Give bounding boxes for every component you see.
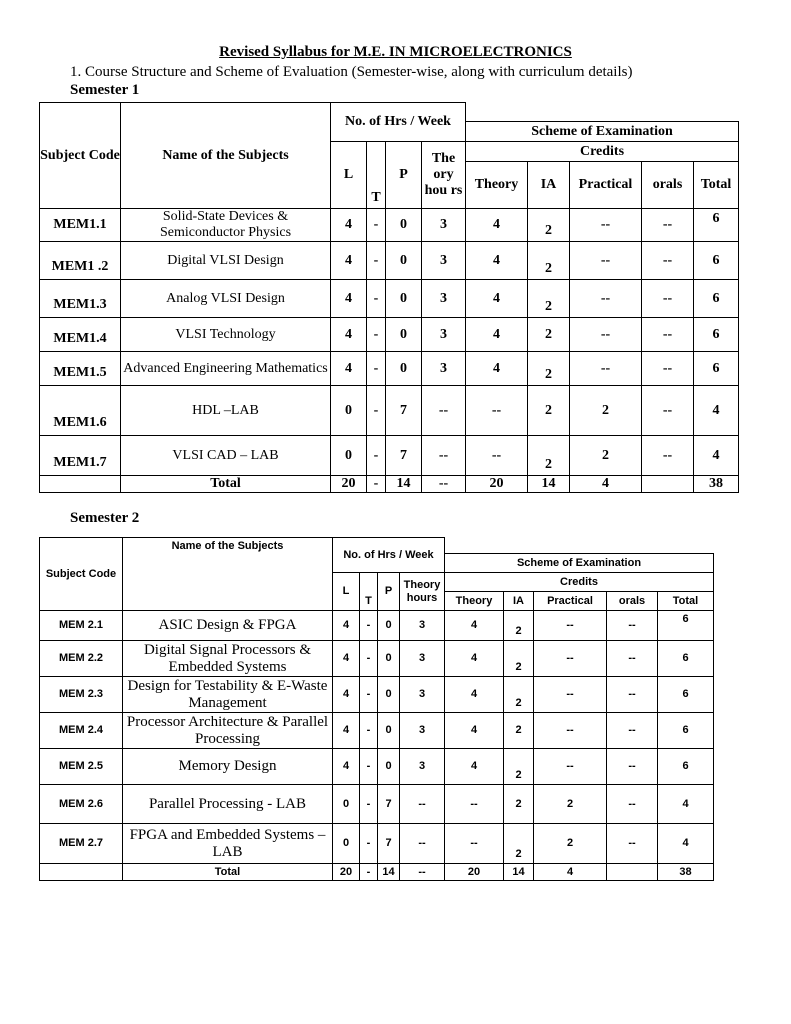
subject-code: MEM 2.1 bbox=[40, 611, 123, 641]
t-value: - bbox=[367, 386, 386, 436]
theory-hours-value: 3 bbox=[422, 352, 466, 386]
theory-credit-value: -- bbox=[466, 436, 528, 476]
subject-code: MEM1.3 bbox=[40, 280, 121, 318]
total-label: Total bbox=[123, 864, 333, 881]
ia-value: 2 bbox=[504, 641, 534, 677]
p-value: 0 bbox=[386, 318, 422, 352]
theory-credit-value: -- bbox=[445, 785, 504, 824]
p-value: 7 bbox=[386, 386, 422, 436]
orals-value: -- bbox=[642, 209, 694, 242]
l-header: L bbox=[333, 573, 360, 611]
orals-value: -- bbox=[607, 611, 658, 641]
total-value: 6 bbox=[658, 749, 714, 785]
ia-value: 2 bbox=[504, 611, 534, 641]
subject-code: MEM1.1 bbox=[40, 209, 121, 242]
subject-name: Processor Architecture & Parallel Processing bbox=[123, 713, 333, 749]
p-value: 0 bbox=[378, 611, 400, 641]
subject-name: Digital Signal Processors & Embedded Systems bbox=[123, 641, 333, 677]
semester-1-heading: Semester 1 bbox=[70, 82, 140, 98]
p-header: P bbox=[386, 142, 422, 209]
subject-code: MEM 2.3 bbox=[40, 677, 123, 713]
t-value: - bbox=[367, 242, 386, 280]
practical-value: -- bbox=[534, 677, 607, 713]
theory-hours-value: -- bbox=[400, 824, 445, 864]
theory-credit-value: 4 bbox=[466, 280, 528, 318]
l-value: 4 bbox=[333, 677, 360, 713]
theory-credit-value: 4 bbox=[445, 713, 504, 749]
subject-code: MEM1.5 bbox=[40, 352, 121, 386]
total-value: 6 bbox=[694, 242, 739, 280]
practical-value: -- bbox=[534, 641, 607, 677]
total-value: 6 bbox=[658, 641, 714, 677]
orals-header: orals bbox=[607, 592, 658, 611]
total-value: 4 bbox=[658, 785, 714, 824]
subject-code: MEM 2.7 bbox=[40, 824, 123, 864]
t-total: - bbox=[367, 476, 386, 493]
theory-credit-value: 4 bbox=[445, 641, 504, 677]
t-value: - bbox=[360, 641, 378, 677]
subject-code-header: Subject Code bbox=[40, 538, 123, 611]
theory-hours-value: 3 bbox=[400, 641, 445, 677]
l-value: 0 bbox=[331, 436, 367, 476]
orals-value: -- bbox=[607, 749, 658, 785]
orals-value: -- bbox=[607, 641, 658, 677]
subject-name-header: Name of the Subjects bbox=[121, 103, 331, 209]
subject-code: MEM1.7 bbox=[40, 436, 121, 476]
l-total: 20 bbox=[333, 864, 360, 881]
t-value: - bbox=[360, 785, 378, 824]
practical-value: -- bbox=[570, 352, 642, 386]
total-value: 6 bbox=[658, 677, 714, 713]
table-row bbox=[40, 386, 739, 436]
semester-1-table bbox=[39, 102, 739, 493]
orals-value: -- bbox=[607, 785, 658, 824]
ia-value: 2 bbox=[504, 749, 534, 785]
theory-hours-value: 3 bbox=[400, 713, 445, 749]
l-value: 4 bbox=[333, 611, 360, 641]
subject-name: FPGA and Embedded Systems – LAB bbox=[123, 824, 333, 864]
orals-value: -- bbox=[642, 436, 694, 476]
orals-value: -- bbox=[607, 713, 658, 749]
theory-credit-total: 20 bbox=[466, 476, 528, 493]
theory-credit-header: Theory bbox=[445, 592, 504, 611]
theory-credit-total: 20 bbox=[445, 864, 504, 881]
orals-value: -- bbox=[642, 318, 694, 352]
orals-value: -- bbox=[642, 280, 694, 318]
scheme-of-examination-header: Scheme of Examination bbox=[466, 122, 739, 142]
table-row bbox=[40, 209, 739, 242]
practical-value: 2 bbox=[570, 436, 642, 476]
l-value: 4 bbox=[333, 641, 360, 677]
ia-value: 2 bbox=[504, 785, 534, 824]
grand-total: 38 bbox=[658, 864, 714, 881]
subject-code: MEM 2.5 bbox=[40, 749, 123, 785]
total-value: 6 bbox=[694, 318, 739, 352]
p-value: 7 bbox=[378, 785, 400, 824]
table-row bbox=[40, 352, 739, 386]
semester-2-table bbox=[39, 537, 714, 881]
t-header: T bbox=[360, 573, 378, 611]
orals-header: orals bbox=[642, 162, 694, 209]
theory-credit-value: 4 bbox=[466, 209, 528, 242]
t-value: - bbox=[360, 611, 378, 641]
subject-code: MEM1.4 bbox=[40, 318, 121, 352]
table-row bbox=[40, 785, 714, 824]
subject-code: MEM1 .2 bbox=[40, 242, 121, 280]
practical-value: -- bbox=[534, 713, 607, 749]
theory-credit-value: 4 bbox=[466, 318, 528, 352]
grand-total: 38 bbox=[694, 476, 739, 493]
subject-name: ASIC Design & FPGA bbox=[123, 611, 333, 641]
practical-value: -- bbox=[570, 318, 642, 352]
ia-value: 2 bbox=[528, 436, 570, 476]
theory-hours-value: 3 bbox=[422, 242, 466, 280]
total-header: Total bbox=[694, 162, 739, 209]
theory-hours-value: 3 bbox=[400, 749, 445, 785]
hours-per-week-header: No. of Hrs / Week bbox=[333, 538, 445, 573]
total-value: 4 bbox=[694, 436, 739, 476]
t-value: - bbox=[360, 677, 378, 713]
theory-hours-value: 3 bbox=[422, 209, 466, 242]
total-value: 6 bbox=[694, 280, 739, 318]
table-row bbox=[40, 242, 739, 280]
l-value: 4 bbox=[331, 209, 367, 242]
l-value: 4 bbox=[333, 713, 360, 749]
subject-code-header: Subject Code bbox=[40, 103, 121, 209]
theory-hours-header: The ory hou rs bbox=[422, 142, 466, 209]
ia-value: 2 bbox=[528, 280, 570, 318]
l-header: L bbox=[331, 142, 367, 209]
table-row bbox=[40, 318, 739, 352]
semester-2-heading: Semester 2 bbox=[70, 510, 140, 526]
subject-name-header: Name of the Subjects bbox=[123, 538, 333, 611]
p-value: 0 bbox=[378, 677, 400, 713]
p-value: 0 bbox=[386, 280, 422, 318]
practical-value: -- bbox=[570, 280, 642, 318]
theory-credit-header: Theory bbox=[466, 162, 528, 209]
p-value: 7 bbox=[386, 436, 422, 476]
total-label: Total bbox=[121, 476, 331, 493]
t-value: - bbox=[367, 280, 386, 318]
theory-hours-value: -- bbox=[422, 436, 466, 476]
subject-name: Design for Testability & E-Waste Management bbox=[123, 677, 333, 713]
total-row bbox=[40, 476, 739, 493]
total-row bbox=[40, 864, 714, 881]
table-row bbox=[40, 749, 714, 785]
theory-hours-value: 3 bbox=[422, 280, 466, 318]
total-value: 6 bbox=[694, 352, 739, 386]
theory-credit-value: 4 bbox=[445, 677, 504, 713]
l-value: 4 bbox=[331, 352, 367, 386]
practical-value: -- bbox=[534, 611, 607, 641]
subject-name: Analog VLSI Design bbox=[121, 280, 331, 318]
ia-total: 14 bbox=[504, 864, 534, 881]
p-total: 14 bbox=[378, 864, 400, 881]
l-value: 0 bbox=[333, 785, 360, 824]
subject-code: MEM 2.6 bbox=[40, 785, 123, 824]
subject-name: VLSI Technology bbox=[121, 318, 331, 352]
p-header: P bbox=[378, 573, 400, 611]
theory-credit-value: 4 bbox=[445, 749, 504, 785]
practical-value: 2 bbox=[534, 785, 607, 824]
l-value: 4 bbox=[331, 242, 367, 280]
practical-header: Practical bbox=[570, 162, 642, 209]
orals-value: -- bbox=[642, 352, 694, 386]
l-value: 0 bbox=[331, 386, 367, 436]
table-row bbox=[40, 713, 714, 749]
t-total: - bbox=[360, 864, 378, 881]
subject-name: VLSI CAD – LAB bbox=[121, 436, 331, 476]
total-header: Total bbox=[658, 592, 714, 611]
theory-credit-value: 4 bbox=[466, 242, 528, 280]
document-subtitle: 1. Course Structure and Scheme of Evaluation (Semester-wise, along with curriculum details) bbox=[70, 64, 633, 80]
p-value: 0 bbox=[386, 209, 422, 242]
ia-value: 2 bbox=[528, 352, 570, 386]
practical-header: Practical bbox=[534, 592, 607, 611]
ia-header: IA bbox=[504, 592, 534, 611]
ia-value: 2 bbox=[528, 242, 570, 280]
table-row bbox=[40, 280, 739, 318]
theory-hours-value: -- bbox=[400, 785, 445, 824]
practical-value: -- bbox=[534, 749, 607, 785]
t-value: - bbox=[367, 352, 386, 386]
total-value: 4 bbox=[694, 386, 739, 436]
subject-name: Advanced Engineering Mathematics bbox=[121, 352, 331, 386]
subject-name: Parallel Processing - LAB bbox=[123, 785, 333, 824]
theory-hours-total: -- bbox=[400, 864, 445, 881]
subject-code: MEM 2.2 bbox=[40, 641, 123, 677]
ia-header: IA bbox=[528, 162, 570, 209]
total-value: 6 bbox=[694, 209, 739, 242]
p-total: 14 bbox=[386, 476, 422, 493]
ia-total: 14 bbox=[528, 476, 570, 493]
theory-hours-value: 3 bbox=[400, 611, 445, 641]
orals-total bbox=[607, 864, 658, 881]
practical-value: 2 bbox=[570, 386, 642, 436]
hours-per-week-header: No. of Hrs / Week bbox=[331, 103, 466, 142]
table-row bbox=[40, 436, 739, 476]
t-value: - bbox=[367, 436, 386, 476]
l-value: 4 bbox=[331, 318, 367, 352]
orals-total bbox=[642, 476, 694, 493]
theory-credit-value: 4 bbox=[445, 611, 504, 641]
subject-name: Memory Design bbox=[123, 749, 333, 785]
theory-hours-total: -- bbox=[422, 476, 466, 493]
theory-hours-value: 3 bbox=[400, 677, 445, 713]
practical-value: 2 bbox=[534, 824, 607, 864]
table-row bbox=[40, 824, 714, 864]
theory-hours-header: Theory hours bbox=[400, 573, 445, 611]
ia-value: 2 bbox=[528, 386, 570, 436]
scheme-of-examination-header: Scheme of Examination bbox=[445, 554, 714, 573]
t-value: - bbox=[360, 749, 378, 785]
orals-value: -- bbox=[642, 242, 694, 280]
credits-header: Credits bbox=[445, 573, 714, 592]
p-value: 7 bbox=[378, 824, 400, 864]
t-value: - bbox=[360, 713, 378, 749]
total-value: 6 bbox=[658, 611, 714, 641]
p-value: 0 bbox=[378, 749, 400, 785]
theory-credit-value: -- bbox=[445, 824, 504, 864]
ia-value: 2 bbox=[528, 209, 570, 242]
subject-code: MEM1.6 bbox=[40, 386, 121, 436]
t-header: T bbox=[367, 142, 386, 209]
p-value: 0 bbox=[378, 713, 400, 749]
credits-header: Credits bbox=[466, 142, 739, 162]
ia-value: 2 bbox=[504, 713, 534, 749]
subject-code: MEM 2.4 bbox=[40, 713, 123, 749]
orals-value: -- bbox=[607, 677, 658, 713]
l-value: 0 bbox=[333, 824, 360, 864]
theory-credit-value: -- bbox=[466, 386, 528, 436]
practical-value: -- bbox=[570, 209, 642, 242]
subject-name: HDL –LAB bbox=[121, 386, 331, 436]
p-value: 0 bbox=[386, 352, 422, 386]
t-value: - bbox=[367, 209, 386, 242]
practical-total: 4 bbox=[570, 476, 642, 493]
subject-name: Digital VLSI Design bbox=[121, 242, 331, 280]
orals-value: -- bbox=[607, 824, 658, 864]
t-value: - bbox=[360, 824, 378, 864]
l-value: 4 bbox=[331, 280, 367, 318]
p-value: 0 bbox=[386, 242, 422, 280]
theory-hours-value: 3 bbox=[422, 318, 466, 352]
l-total: 20 bbox=[331, 476, 367, 493]
practical-total: 4 bbox=[534, 864, 607, 881]
table-row bbox=[40, 677, 714, 713]
table-row bbox=[40, 611, 714, 641]
practical-value: -- bbox=[570, 242, 642, 280]
ia-value: 2 bbox=[504, 824, 534, 864]
orals-value: -- bbox=[642, 386, 694, 436]
subject-name: Solid-State Devices & Semiconductor Physics bbox=[121, 209, 331, 242]
l-value: 4 bbox=[333, 749, 360, 785]
p-value: 0 bbox=[378, 641, 400, 677]
theory-credit-value: 4 bbox=[466, 352, 528, 386]
table-row bbox=[40, 641, 714, 677]
document-title: Revised Syllabus for M.E. IN MICROELECTRONICS bbox=[219, 44, 572, 60]
total-value: 6 bbox=[658, 713, 714, 749]
theory-hours-value: -- bbox=[422, 386, 466, 436]
total-value: 4 bbox=[658, 824, 714, 864]
t-value: - bbox=[367, 318, 386, 352]
ia-value: 2 bbox=[528, 318, 570, 352]
ia-value: 2 bbox=[504, 677, 534, 713]
